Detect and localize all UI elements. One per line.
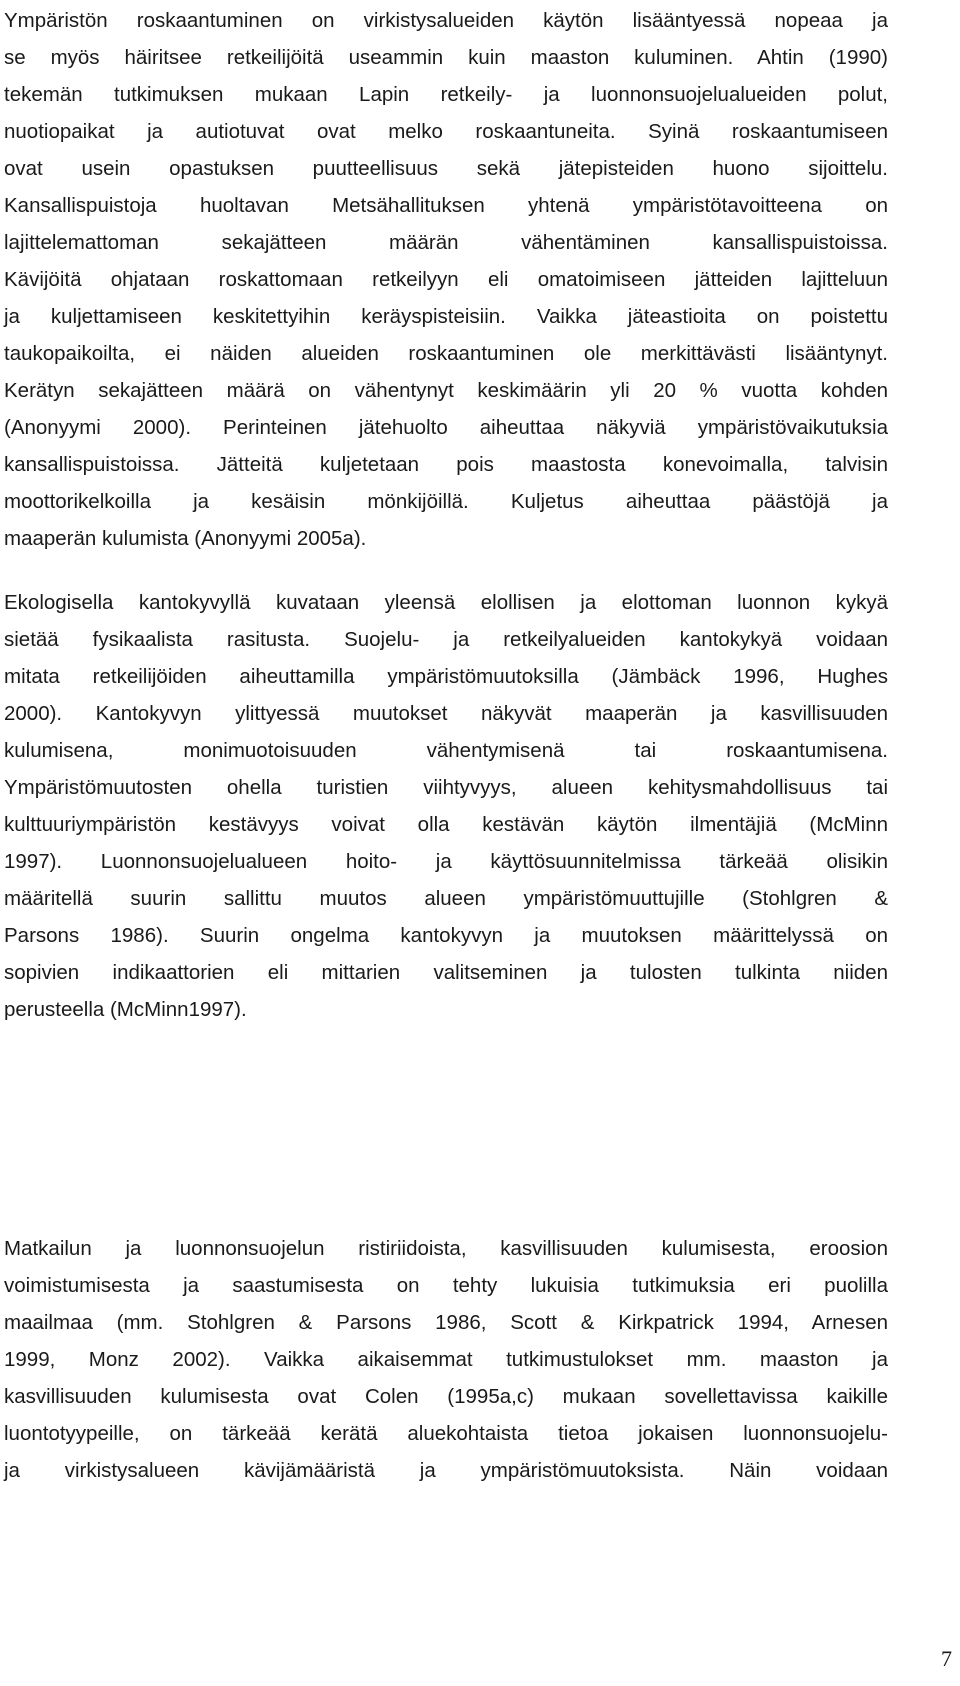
text-line: (Anonyymi 2000). Perinteinen jätehuolto aiheuttaa näkyviä ympäristövaikutuksia [4,416,888,439]
text-line: kulumisena, monimuotoisuuden vähentymisenä tai roskaantumisena. [4,739,888,762]
page-number: 7 [941,1646,952,1671]
text-line: kulttuuriympäristön kestävyys voivat olla kestävän käytön ilmentäjiä (McMinn [4,813,888,836]
text-line: määritellä suurin sallittu muutos alueen ympäristömuuttujille (Stohlgren & [4,887,888,910]
text-line: kasvillisuuden kulumisesta ovat Colen (1995a,c) mukaan sovellettavissa kaikille [4,1385,888,1408]
text-line: 1997). Luonnonsuojelualueen hoito- ja käyttösuunnitelmissa tärkeää olisikin [4,850,888,873]
text-line: se myös häiritsee retkeilijöitä useammin kuin maaston kuluminen. Ahtin (1990) [4,46,888,69]
text-line: maailmaa (mm. Stohlgren & Parsons 1986, Scott & Kirkpatrick 1994, Arnesen [4,1311,888,1334]
text-line: Kävijöitä ohjataan roskattomaan retkeilyyn eli omatoimiseen jätteiden lajitteluun [4,268,888,291]
text-line: sopivien indikaattorien eli mittarien valitseminen ja tulosten tulkinta niiden [4,961,888,984]
paragraph-carrying-capacity [4,584,888,1028]
text-line: Ympäristömuutosten ohella turistien viihtyvyys, alueen kehitysmahdollisuus tai [4,776,888,799]
text-line: sietää fysikaalista rasitusta. Suojelu- ja retkeilyalueiden kantokykyä voidaan [4,628,888,651]
text-line: ja kuljettamiseen keskitettyihin keräyspisteisiin. Vaikka jäteastioita on poistettu [4,305,888,328]
text-line: Kansallispuistoja huoltavan Metsähallituksen yhtenä ympäristötavoitteena on [4,194,888,217]
text-line: kansallispuistoissa. Jätteitä kuljetetaan pois maastosta konevoimalla, talvisin [4,453,888,476]
text-line: mitata retkeilijöiden aiheuttamilla ympäristömuutoksilla (Jämbäck 1996, Hughes [4,665,888,688]
text-line: ja virkistysalueen kävijämääristä ja ympäristömuutoksista. Näin voidaan [4,1459,888,1482]
text-line: 2000). Kantokyvyn ylittyessä muutokset näkyvät maaperän ja kasvillisuuden [4,702,888,725]
text-line: voimistumisesta ja saastumisesta on tehty lukuisia tutkimuksia eri puolilla [4,1274,888,1297]
text-line: Kerätyn sekajätteen määrä on vähentynyt keskimäärin yli 20 % vuotta kohden [4,379,888,402]
text-line: taukopaikoilta, ei näiden alueiden roskaantuminen ole merkittävästi lisääntynyt. [4,342,888,365]
text-line: nuotiopaikat ja autiotuvat ovat melko roskaantuneita. Syinä roskaantumiseen [4,120,888,143]
text-line: ovat usein opastuksen puutteellisuus sekä jätepisteiden huono sijoittelu. [4,157,888,180]
text-line: luontotyypeille, on tärkeää kerätä aluekohtaista tietoa jokaisen luonnonsuojelu- [4,1422,888,1445]
text-line: lajittelemattoman sekajätteen määrän vähentäminen kansallispuistoissa. [4,231,888,254]
text-line: tekemän tutkimuksen mukaan Lapin retkeily- ja luonnonsuojelualueiden polut, [4,83,888,106]
text-line: Parsons 1986). Suurin ongelma kantokyvyn ja muutoksen määrittelyssä on [4,924,888,947]
text-line: Matkailun ja luonnonsuojelun ristiriidoista, kasvillisuuden kulumisesta, eroosion [4,1237,888,1260]
text-line: Ekologisella kantokyvyllä kuvataan yleensä elollisen ja elottoman luonnon kykyä [4,591,888,614]
text-line: moottorikelkoilla ja kesäisin mönkijöillä. Kuljetus aiheuttaa päästöjä ja [4,490,888,513]
text-line: perusteella (McMinn1997). [4,998,247,1021]
paragraph-tourism-conflicts [4,1230,888,1489]
text-line: maaperän kulumista (Anonyymi 2005a). [4,527,367,550]
paragraph-litter [4,2,888,557]
text-line: 1999, Monz 2002). Vaikka aikaisemmat tutkimustulokset mm. maaston ja [4,1348,888,1371]
text-line: Ympäristön roskaantuminen on virkistysalueiden käytön lisääntyessä nopeaa ja [4,9,888,32]
